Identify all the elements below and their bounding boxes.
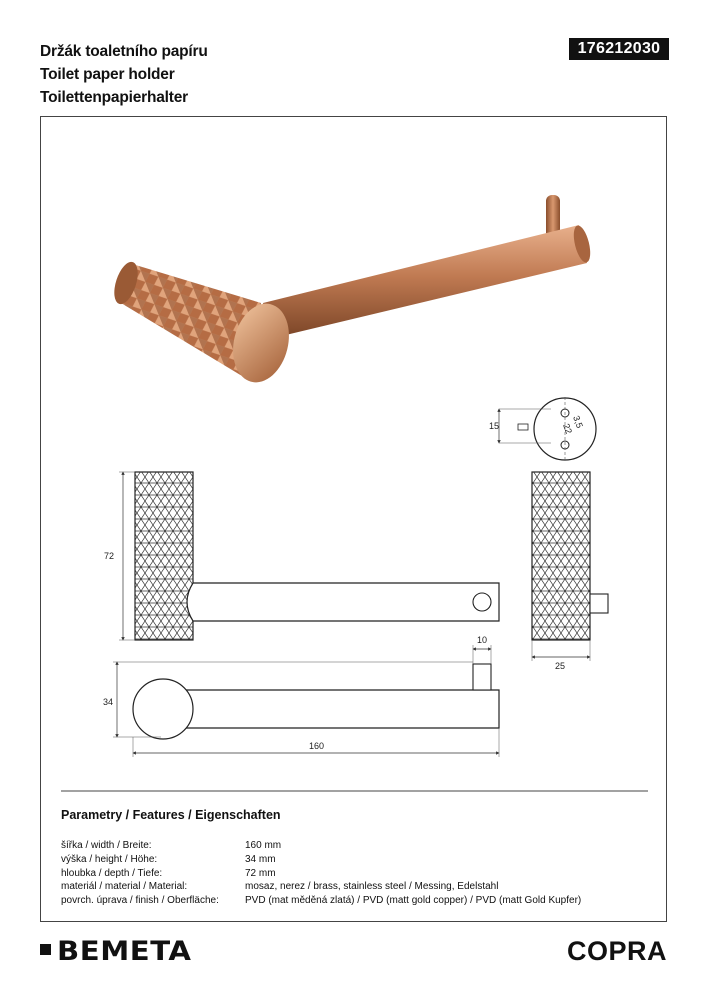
title-czech: Držák toaletního papíru [40,43,208,60]
holder-arm [263,225,587,339]
param-label: šířka / width / Breite: [61,840,152,851]
parameters-title: Parametry / Features / Eigenschaften [61,808,281,822]
pin-top [473,664,491,690]
arm-top [163,690,499,728]
side-view-drawing [104,472,499,640]
title-english: Toilet paper holder [40,66,175,83]
param-row-finish [61,894,581,908]
series-name: COPRA [566,936,667,966]
param-value: 72 mm [245,867,276,879]
dim-72: 72 [104,551,115,561]
product-photo [110,195,594,388]
knurled-body-front [532,472,590,640]
product-code-badge: 176212030 [569,38,669,60]
dim-160: 160 [309,741,325,751]
top-view-drawing [103,635,499,757]
front-view-drawing [532,472,608,671]
brand-logo [40,936,192,967]
arm-side [187,583,499,621]
param-value: 160 mm [245,840,282,851]
param-label: materiál / material / Material: [61,881,188,893]
param-label: hloubka / depth / Tiefe: [61,867,163,879]
param-row-material [61,880,581,894]
title-german: Toilettenpapierhalter [40,89,188,106]
screw-icon [518,424,528,430]
param-value: 34 mm [245,853,276,865]
param-value: mosaz, nerez / brass, stainless steel / Messing, Edelstahl [245,881,499,893]
param-row-height [61,853,581,867]
param-value: PVD (mat měděná zlatá) / PVD (matt gold copper) / PVD (matt Gold Kupfer) [245,895,582,907]
knurled-body-side [135,472,193,640]
param-row-width [61,839,581,853]
end-view-drawing [489,397,596,461]
param-row-depth [61,867,581,881]
dim-15: 15 [489,421,500,431]
product-titles [40,40,208,109]
dim-25: 25 [555,661,566,671]
param-label: výška / height / Höhe: [61,853,158,865]
dim-10: 10 [477,635,488,645]
brand-name: BEMETA [57,936,192,967]
arm-stub-front [590,594,608,613]
dim-3-5: 3,5 [571,414,585,430]
dim-22: 22 [561,422,574,436]
parameters-table [61,839,581,908]
brand-square-icon [40,944,51,955]
dim-34: 34 [103,697,114,707]
technical-drawing [41,117,668,797]
round-base-top [133,679,193,739]
param-label: povrch. úprava / finish / Oberfläche: [61,895,219,907]
product-sheet-frame [40,116,667,922]
